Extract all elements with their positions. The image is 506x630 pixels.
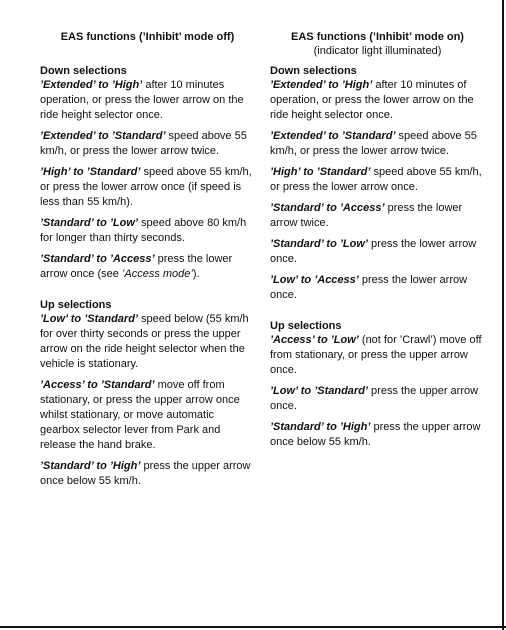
section-gap [270,309,485,319]
right-up-title: Up selections [270,320,342,332]
right-down-item [270,201,485,231]
item-text: after 10 minutes of operation, or press the lower arrow on the ride height selector once. [270,79,474,121]
item-text: speed above 55 km/h, or press the lower arrow twice. [270,130,477,157]
item-lead: ’Low’ to ’Access’ [270,274,359,286]
right-down-title: Down selections [270,65,357,77]
left-heading-title: EAS functions (’Inhibit’ mode off) [60,31,235,43]
right-down-item [270,129,485,159]
right-up-item [270,420,485,450]
item-text: press the upper arrow once below 55 km/h. [40,460,251,487]
item-text: speed above 55 km/h, or press the lower arrow twice. [40,130,247,157]
item-text: press the upper arrow once. [270,385,479,412]
right-up-item [270,333,485,378]
item-lead: ’Standard’ to ’Low’ [270,238,368,250]
left-down-item [40,78,255,123]
item-lead: ’High’ to ’Standard’ [270,166,371,178]
item-text: speed above 55 km/h, or press the lower arrow once (if speed is less than 55 km/h). [40,166,252,208]
item-text: (not for ’Crawl’) move off from stationary, or press the upper arrow once. [270,334,482,376]
item-text: move off from stationary, or press the upper arrow once whilst stationary, or move automatic gearbox selector lever from Park and release the hand brake. [40,379,240,451]
item-lead: ’Extended’ to ’High’ [40,79,143,91]
left-down-item [40,129,255,159]
item-lead: ’Access’ to ’Standard’ [40,379,155,391]
right-up-item [270,384,485,414]
item-text: press the lower arrow once (see [40,253,233,280]
item-lead: ’Standard’ to ’Access’ [40,253,155,265]
page-edge-bottom [0,626,506,628]
item-lead: ’Access’ to ’Low’ [270,334,359,346]
item-lead: ’Standard’ to ’High’ [40,460,141,472]
right-down-item [270,78,485,123]
item-text: speed below (55 km/h for over thirty seconds or press the upper arrow on the ride height selector when the vehicle is stationary. [40,313,249,370]
page-edge-right [502,0,504,630]
item-text: press the lower arrow once. [270,238,477,265]
left-down-item [40,216,255,246]
item-lead: ’Standard’ to ’High’ [270,421,371,433]
item-lead: ’Standard’ to ’Access’ [270,202,385,214]
left-heading [40,30,255,44]
item-text: press the lower arrow twice. [270,202,463,229]
item-text: speed above 80 km/h for longer than thirty seconds. [40,217,247,244]
left-column [40,0,255,495]
right-down-item [270,165,485,195]
right-heading-title: EAS functions (’Inhibit’ mode on) [291,31,464,43]
right-heading-subtitle: (indicator light illuminated) [313,45,442,57]
item-lead: ’Low’ to ’Standard’ [40,313,138,325]
item-text: press the lower arrow once. [270,274,468,301]
left-down-title: Down selections [40,65,127,77]
item-tail: ). [192,268,200,280]
item-text: after 10 minutes operation, or press the lower arrow on the ride height selector once. [40,79,244,121]
left-down-item [40,165,255,210]
left-up-item [40,459,255,489]
right-down-item [270,273,485,303]
item-text: speed above 55 km/h, or press the lower arrow once. [270,166,482,193]
cross-reference: ’Access mode’ [121,268,193,280]
item-lead: ’Low’ to ’Standard’ [270,385,368,397]
left-down-item [40,252,255,282]
right-column [270,0,485,456]
item-lead: ’Extended’ to ’Standard’ [40,130,166,142]
right-down-item [270,237,485,267]
item-lead: ’High’ to ’Standard’ [40,166,141,178]
section-gap [40,288,255,298]
left-up-item [40,378,255,453]
left-up-title: Up selections [40,299,112,311]
item-text: press the upper arrow once below 55 km/h. [270,421,481,448]
item-lead: ’Extended’ to ’Standard’ [270,130,396,142]
left-up-item [40,312,255,372]
right-heading [270,30,485,58]
item-lead: ’Standard’ to ’Low’ [40,217,138,229]
item-lead: ’Extended’ to ’High’ [270,79,373,91]
